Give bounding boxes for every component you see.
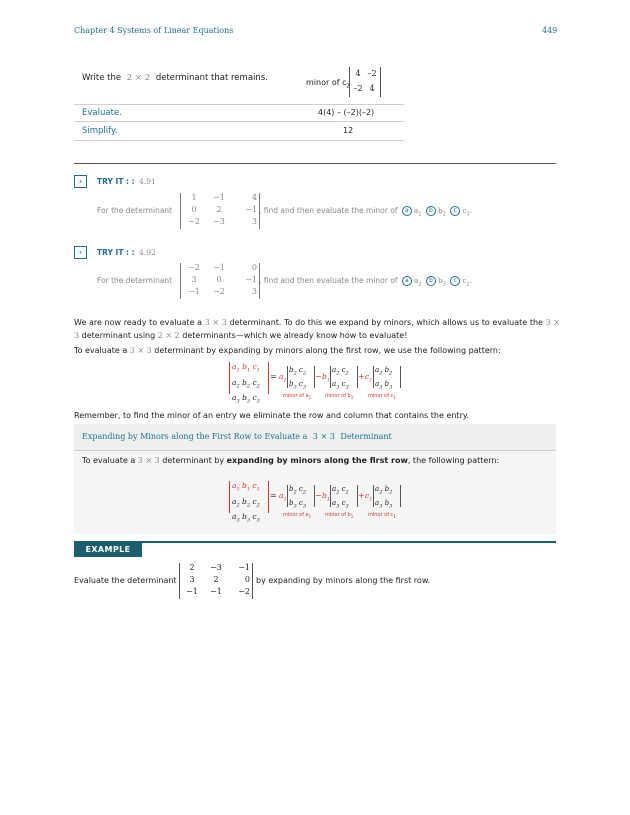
m-cell: −2: [238, 587, 250, 596]
p1-d: determinants—which we already know how to evaluate!: [182, 331, 408, 340]
note-title-math: 3 × 3: [312, 432, 335, 441]
step-1-text-2: determinant that remains.: [155, 73, 268, 83]
equals-sign: =: [270, 491, 277, 500]
lbl-sub: 1: [393, 395, 396, 400]
step-1-text: Write the: [82, 73, 122, 83]
label-minor-a1: [283, 512, 311, 519]
coef-b1: $b_1$: [322, 491, 330, 503]
option-b-icon[interactable]: b: [426, 206, 436, 216]
m-cell: −1: [188, 287, 200, 296]
example-divider: [74, 541, 556, 543]
section-divider: [74, 163, 556, 164]
lbl: minor of a: [283, 512, 309, 518]
opt-var: b: [437, 206, 443, 215]
example-matrix: [179, 563, 253, 599]
intro-paragraph: [74, 316, 560, 342]
nb-math: 3 × 3: [137, 456, 160, 465]
example-prefix: Evaluate the determinant: [74, 576, 177, 585]
opt-sub: 1: [418, 211, 422, 218]
nb-bold: expanding by minors along the first row: [226, 456, 408, 465]
label-minor-c1: [368, 512, 396, 519]
option-a-icon[interactable]: a: [402, 276, 412, 286]
nb-a: To evaluate a: [82, 456, 136, 465]
note-title-a: Expanding by Minors along the First Row to Evaluate a: [82, 432, 308, 441]
m-cell: −1: [245, 205, 257, 214]
row-divider: [74, 121, 404, 122]
opt-var: c: [462, 276, 467, 285]
opt-var: a: [413, 276, 419, 285]
note-title: [82, 432, 392, 441]
coef-b1: $b_1$: [322, 372, 330, 384]
minus-sign: −: [315, 491, 322, 500]
f-v: b: [242, 362, 247, 371]
m-cell: −3: [213, 217, 225, 226]
m-cell: 1: [191, 193, 197, 202]
coef-c1: $c_1$: [365, 491, 373, 503]
m-cell: 0: [191, 205, 197, 214]
m-cell: 0: [251, 263, 257, 272]
lbl: minor of a: [283, 393, 309, 399]
m-cell: 3: [189, 575, 195, 584]
m-cell: 0: [216, 275, 222, 284]
minor-b1: $a_2$ $c_2$ $a_3$ $c_3$: [332, 485, 349, 510]
big-grid: $a_1$ $b_1$ $c_1$ $a_2$ $b_2$ $c_2$ $a_3$ $b_3$ $c_3$: [232, 481, 260, 524]
opt-var: c: [462, 206, 467, 215]
label-minor-c1: [368, 393, 396, 400]
option-c-icon[interactable]: c: [450, 276, 460, 286]
f-v: a: [232, 393, 237, 402]
minor-c1: $a_2$ $b_2$ $a_3$ $b_3$: [375, 366, 393, 391]
m-cell: −1: [245, 275, 257, 284]
m-cell: 0: [244, 575, 250, 584]
opt-sub: 2: [442, 211, 446, 218]
option-b-icon[interactable]: b: [426, 276, 436, 286]
lbl: minor of c: [368, 512, 394, 518]
f-s: 3: [256, 398, 260, 405]
example-suffix: by expanding by minors along the first row.: [256, 576, 431, 585]
lbl: minor of b: [325, 393, 351, 399]
nb-b: determinant by: [162, 456, 225, 465]
m-cell: 3: [251, 217, 257, 226]
plus-sign: +: [358, 491, 365, 500]
f-s: 3: [246, 398, 251, 405]
p2-a: To evaluate a: [74, 346, 128, 355]
lbl-sub: 1: [308, 395, 312, 400]
try-1-title: [97, 177, 156, 186]
expansion-formula-2: [229, 481, 409, 523]
f-s: 1: [236, 367, 240, 374]
m-cell: 4: [369, 84, 375, 93]
try-2-suffix: [259, 276, 472, 288]
f-s: 2: [246, 383, 251, 389]
f-v: a: [232, 377, 237, 387]
step-2-label: Evaluate.: [82, 108, 122, 118]
try-1-number: 4.91: [139, 177, 156, 186]
try-1-prefix: For the determinant: [97, 206, 173, 215]
step-1-label: [82, 73, 268, 83]
row-divider: [74, 104, 404, 105]
p1-b: determinant. To do this we expand by minors, which allows us to evaluate the: [229, 318, 543, 327]
f-s: 3: [236, 398, 240, 405]
opt-var: a: [413, 206, 419, 215]
step-3-label: Simplify.: [82, 126, 118, 136]
coef-a1: $a_1$: [279, 491, 287, 503]
try-2-label: TRY IT : :: [97, 248, 135, 257]
label-minor-b1: [325, 512, 353, 519]
minor-b1: $a_2$ $c_2$ $a_3$ $c_3$: [332, 366, 349, 391]
try-1-label: TRY IT : :: [97, 177, 135, 186]
try-2-title: [97, 248, 156, 257]
m-cell: −2: [213, 287, 225, 296]
m-cell: 2: [216, 205, 222, 214]
opt-sub: 2: [466, 281, 470, 288]
lbl-sub: 1: [350, 395, 354, 400]
m-cell: 2: [213, 575, 219, 584]
f-v: b: [242, 377, 247, 387]
lbl-sub: 1: [393, 514, 396, 519]
note-body: [82, 456, 499, 465]
step-1-math: 2 × 2: [126, 73, 151, 83]
note-title-b: Determinant: [340, 432, 392, 441]
m-cell: 2: [189, 563, 195, 572]
p1-c: determinant using: [81, 331, 156, 340]
m-cell: −1: [186, 587, 198, 596]
minor-c1: $a_2$ $b_2$ $a_3$ $b_3$: [375, 485, 393, 510]
try-2-prefix: For the determinant: [97, 276, 173, 285]
step-1-result: [306, 78, 350, 90]
page-number: 449: [542, 26, 558, 35]
m-cell: −1: [210, 587, 222, 596]
f-v: c: [252, 377, 257, 387]
p1-math: 3 × 3: [74, 318, 561, 340]
opt-sub: 3: [442, 281, 446, 288]
nb-c: , the following pattern:: [407, 456, 500, 465]
minor-a1: $b_2$ $c_2$ $b_3$ $c_3$: [289, 366, 307, 391]
step-1-matrix: [349, 67, 381, 97]
try-2-suffix-text: , find and then evaluate the minor of: [259, 276, 398, 285]
f-s: 1: [246, 367, 251, 374]
m-cell: −2: [188, 217, 200, 226]
p1-math: 3 × 3: [204, 318, 227, 327]
lbl: minor of c: [368, 393, 394, 399]
big-grid: [232, 361, 260, 408]
label-minor-b1: [325, 393, 353, 400]
try-1-suffix: [259, 206, 472, 218]
equals-sign: =: [270, 372, 277, 381]
step-3-result: 12: [343, 126, 354, 135]
m-cell: −2: [188, 263, 200, 272]
m-cell: 3: [251, 287, 257, 296]
p2-b: determinant by expanding by minors along the first row, we use the following pattern:: [154, 346, 501, 355]
label-minor-a1: [283, 393, 311, 400]
minor-sub: 2: [346, 83, 350, 90]
chapter-header: Chapter 4 Systems of Linear Equations: [74, 26, 234, 35]
f-v: a: [232, 362, 237, 371]
minor-a1: $b_2$ $c_2$ $b_3$ $c_3$: [289, 485, 307, 510]
p1-math: 2 × 2: [157, 331, 180, 340]
opt-sub: 2: [418, 281, 422, 288]
example-tag: EXAMPLE 4.47: [74, 542, 142, 557]
m-cell: −1: [213, 263, 225, 272]
f-v: c: [252, 362, 257, 371]
chevron-right-icon[interactable]: ›: [74, 246, 87, 259]
f-v: c: [252, 393, 257, 402]
step-2-result: 4(4) – (–2)(–2): [318, 108, 375, 117]
try-1-matrix: [180, 193, 260, 229]
m-cell: 4: [355, 69, 361, 78]
m-cell: −1: [238, 563, 250, 572]
chevron-right-icon[interactable]: ›: [74, 175, 87, 188]
f-v: b: [242, 393, 247, 402]
coef-a1: $a_1$: [279, 372, 287, 384]
try-1-suffix-text: , find and then evaluate the minor of: [259, 206, 398, 215]
minus-sign: −: [315, 372, 322, 381]
coef-c1: $c_1$: [365, 372, 373, 384]
pattern-paragraph: [74, 346, 501, 355]
opt-end: .: [469, 206, 473, 215]
reminder-paragraph: Remember, to find the minor of an entry we eliminate the row and column that contains the entry.: [74, 411, 469, 420]
m-cell: 3: [191, 275, 197, 284]
m-cell: 4: [251, 193, 257, 202]
option-a-icon[interactable]: a: [402, 206, 412, 216]
f-s: 2: [256, 383, 260, 389]
m-cell: –2: [367, 69, 377, 78]
lbl-sub: 1: [350, 514, 354, 519]
expansion-formula: [229, 362, 409, 404]
p2-math: 3 × 3: [129, 346, 152, 355]
m-cell: −1: [213, 193, 225, 202]
opt-end: .: [469, 276, 473, 285]
opt-var: b: [437, 276, 443, 285]
f-s: 1: [256, 367, 260, 374]
m-cell: −3: [210, 563, 222, 572]
opt-sub: 3: [466, 211, 470, 218]
lbl-sub: 1: [308, 514, 312, 519]
row-divider: [74, 140, 404, 141]
try-2-matrix: [180, 263, 260, 299]
m-cell: –2: [353, 84, 363, 93]
p1-a: We are now ready to evaluate a: [74, 318, 203, 327]
f-s: 2: [236, 383, 240, 389]
try-2-number: 4.92: [139, 248, 156, 257]
minor-label: minor of c: [306, 78, 347, 87]
lbl: minor of b: [325, 512, 351, 518]
plus-sign: +: [358, 372, 365, 381]
option-c-icon[interactable]: c: [450, 206, 460, 216]
